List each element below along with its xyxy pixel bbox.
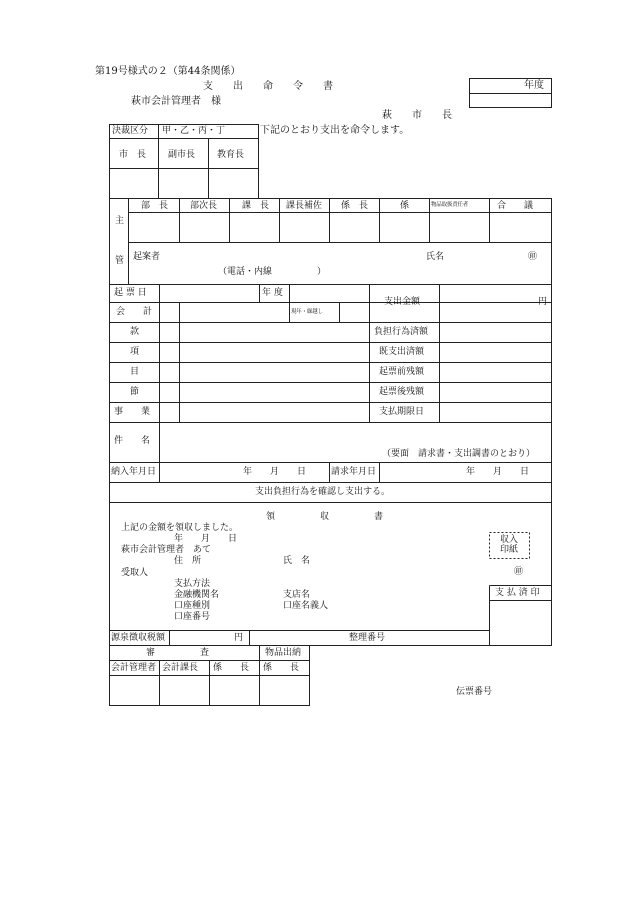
nounyu-label: 納入年月日 xyxy=(111,467,157,477)
address-label: 住 所 xyxy=(174,556,202,566)
buppin-label: 物品出納 xyxy=(265,648,302,658)
phone-label: （電話・内線 ） xyxy=(218,267,327,277)
position-bucho: 部 長 xyxy=(141,201,169,211)
kaikei-label: 会 計 xyxy=(116,307,153,317)
kou-label: 項 xyxy=(130,347,140,357)
amount-yen: 円 xyxy=(538,297,548,307)
ato-zangaku-label: 起票後残額 xyxy=(379,387,425,397)
form-title: 支 出 命 令 書 xyxy=(203,81,333,92)
position-kacho-hosa: 課長補佐 xyxy=(286,201,323,211)
paid-stamp-label: 支 払 済 印 xyxy=(495,588,540,598)
account-number-label: 口座番号 xyxy=(174,612,211,622)
position-kacho: 課 長 xyxy=(242,201,270,211)
seiri-label: 整理番号 xyxy=(349,633,386,643)
nounyu-ymd: 年 月 日 xyxy=(243,467,307,477)
position-buppin: 物品取扱責任者 xyxy=(431,202,469,208)
audit-col-kaikei-kanrisha: 会計管理者 xyxy=(111,663,157,673)
nendo-label: 年 度 xyxy=(262,288,283,298)
audit-col-kakaricho: 係 長 xyxy=(213,663,250,673)
shinsa-label: 審 査 xyxy=(146,648,210,658)
seikyu-ymd: 年 月 日 xyxy=(466,467,530,477)
mae-zangaku-label: 起票前残額 xyxy=(379,367,425,377)
account-holder-label: 口座名義人 xyxy=(283,601,329,611)
position-kakari: 係 xyxy=(400,201,410,211)
instruction-text: 下記のとおり支出を命令します。 xyxy=(260,125,410,136)
audit-col-kakaricho-2: 係 長 xyxy=(263,663,300,673)
subject-note: （要面 請求書・支出調書のとおり） xyxy=(382,449,536,459)
bank-name-label: 金融機関名 xyxy=(174,590,220,600)
receipt-name-label: 氏 名 xyxy=(283,556,311,566)
shu-label: 主 xyxy=(115,216,125,226)
receipt-seal: ㊞ xyxy=(514,567,524,577)
vice-mayor-label: 副市長 xyxy=(168,150,196,160)
drafter-name-label: 氏名 xyxy=(426,252,445,262)
receipt-title: 領 収 書 xyxy=(266,512,384,522)
subject-label: 件 名 xyxy=(114,436,151,446)
kessai-options[interactable]: 甲・乙・丙・丁 xyxy=(162,126,226,136)
moku-label: 目 xyxy=(130,367,140,377)
mayor-label: 市 長 xyxy=(119,150,147,160)
fiscal-year-label: 年度 xyxy=(524,80,544,91)
drafter-seal: ㊞ xyxy=(528,252,538,262)
jigyou-label: 事 業 xyxy=(114,407,151,417)
drafter-label: 起案者 xyxy=(133,252,161,262)
stamp-line2: 印紙 xyxy=(500,545,519,555)
kishishutsu-label: 既支出済額 xyxy=(379,347,425,357)
kessai-label: 決裁区分 xyxy=(112,126,149,136)
stamp-line1: 収入 xyxy=(500,535,519,545)
audit-col-kaikei-kacho: 会計課長 xyxy=(162,663,199,673)
futan-label: 負担行為済額 xyxy=(374,327,429,337)
form-number: 第19号様式の２（第44条関係） xyxy=(95,66,241,77)
seikyu-label: 請求年月日 xyxy=(331,467,377,477)
withholding-label: 源泉徴収税額 xyxy=(111,633,166,643)
issuer: 萩 市 長 xyxy=(382,110,452,121)
addressee: 萩市会計管理者 様 xyxy=(131,96,221,107)
kan-label: 管 xyxy=(115,256,125,266)
branch-name-label: 支店名 xyxy=(283,590,311,600)
kan-budget-label: 款 xyxy=(130,327,140,337)
confirm-text: 支出負担行為を確認し支出する。 xyxy=(255,487,391,497)
slip-number-label: 伝票番号 xyxy=(456,687,493,697)
current-prev-label[interactable]: 現年・繰越し xyxy=(291,309,323,315)
education-chief-label: 教育長 xyxy=(217,150,245,160)
kigen-label: 支払期限日 xyxy=(379,407,425,417)
account-type-label: 口座種別 xyxy=(174,601,211,611)
receipt-to: 萩市会計管理者 あて xyxy=(121,545,212,555)
position-bujicho: 部次長 xyxy=(190,201,218,211)
receipt-ymd: 年 月 日 xyxy=(174,534,238,544)
recipient-label: 受取人 xyxy=(121,568,149,578)
position-aigi: 合 議 xyxy=(497,201,534,211)
payment-method-label: 支払方法 xyxy=(174,579,211,589)
position-kakaricho: 係 長 xyxy=(341,201,369,211)
received-text: 上記の金額を領収しました。 xyxy=(121,523,239,533)
kihyo-date-label: 起 票 日 xyxy=(114,288,147,298)
setsu-label: 節 xyxy=(130,387,140,397)
shishutsu-amount-label: 支出金額 xyxy=(384,297,421,307)
withholding-yen: 円 xyxy=(234,633,244,643)
